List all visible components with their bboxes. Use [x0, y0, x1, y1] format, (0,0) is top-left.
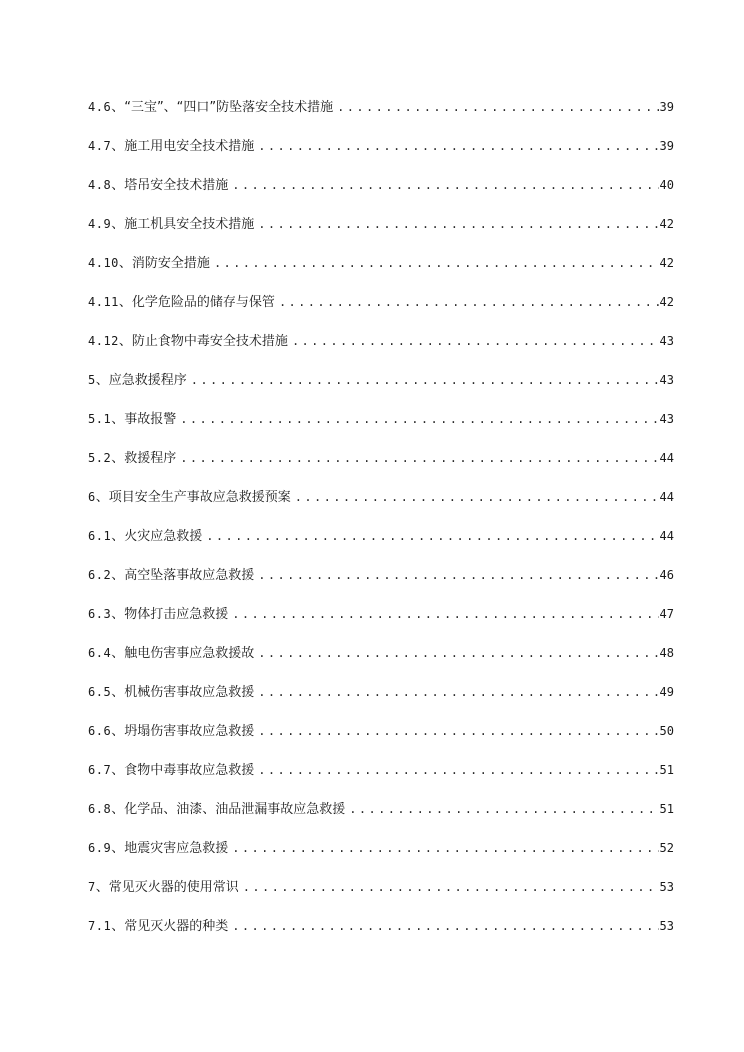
toc-dot-leader — [258, 681, 658, 703]
toc-page-number: 44 — [659, 490, 674, 504]
toc-page-number: 51 — [659, 802, 674, 816]
toc-page-number: 51 — [659, 763, 674, 777]
toc-section-title: 防止食物中毒安全技术措施 — [131, 334, 288, 349]
toc-section-number: 5 — [88, 373, 96, 387]
toc-section-number: 6 — [88, 490, 96, 504]
toc-page-number: 42 — [659, 217, 674, 231]
toc-entry[interactable] — [88, 291, 674, 330]
toc-section-title: 常见灭火器的使用常识 — [108, 880, 239, 895]
toc-entry[interactable] — [88, 213, 674, 252]
toc-section-title: “三宝”、“四口”防坠落安全技术措施 — [124, 100, 334, 115]
toc-section-number: 6.9 — [88, 841, 112, 855]
toc-dot-leader — [180, 447, 658, 469]
toc-section-number: 4.7 — [88, 139, 112, 153]
toc-section-number: 6.3 — [88, 607, 112, 621]
toc-entry[interactable] — [88, 486, 674, 525]
toc-section-title: 应急救援程序 — [108, 373, 187, 388]
toc-section-number: 6.2 — [88, 568, 112, 582]
toc-page-number: 47 — [659, 607, 674, 621]
toc-section-number: 4.9 — [88, 217, 112, 231]
toc-entry[interactable] — [88, 447, 674, 486]
toc-separator: 、 — [111, 529, 125, 544]
toc-section-title: 坍塌伤害事故应急救援 — [124, 724, 255, 739]
toc-section-title: 塔吊安全技术措施 — [124, 178, 229, 193]
toc-section-title: 物体打击应急救援 — [124, 607, 229, 622]
toc-dot-leader — [292, 330, 659, 352]
toc-dot-leader — [180, 408, 658, 430]
toc-section-title: 施工用电安全技术措施 — [124, 139, 255, 154]
toc-separator: 、 — [111, 607, 125, 622]
toc-entry[interactable] — [88, 798, 674, 837]
toc-section-title: 火灾应急救援 — [124, 529, 203, 544]
toc-entry[interactable] — [88, 915, 674, 954]
toc-dot-leader — [232, 837, 658, 859]
toc-separator: 、 — [111, 919, 125, 934]
toc-page-number: 49 — [659, 685, 674, 699]
toc-section-title: 事故报警 — [124, 412, 177, 427]
toc-section-title: 地震灾害应急救援 — [124, 841, 229, 856]
toc-page-number: 53 — [659, 880, 674, 894]
toc-section-number: 6.7 — [88, 763, 112, 777]
toc-entry[interactable] — [88, 96, 674, 135]
toc-section-title: 化学危险品的储存与保管 — [131, 295, 275, 310]
toc-dot-leader — [243, 876, 659, 898]
toc-section-number: 7 — [88, 880, 96, 894]
toc-section-number: 6.4 — [88, 646, 112, 660]
toc-dot-leader — [232, 603, 658, 625]
toc-section-title: 触电伤害事应急救援故 — [124, 646, 255, 661]
toc-section-number: 6.5 — [88, 685, 112, 699]
toc-section-number: 4.10 — [88, 256, 119, 270]
toc-separator: 、 — [111, 412, 125, 427]
toc-separator: 、 — [111, 139, 125, 154]
toc-page-number: 39 — [659, 100, 674, 114]
toc-page-number: 50 — [659, 724, 674, 738]
toc-separator: 、 — [111, 217, 125, 232]
toc-separator: 、 — [118, 334, 132, 349]
toc-dot-leader — [295, 486, 659, 508]
toc-entry[interactable] — [88, 330, 674, 369]
toc-section-number: 4.12 — [88, 334, 119, 348]
toc-section-title: 项目安全生产事故应急救援预案 — [108, 490, 291, 505]
toc-page-number: 43 — [659, 373, 674, 387]
toc-page-number: 52 — [659, 841, 674, 855]
toc-separator: 、 — [111, 763, 125, 778]
toc-section-number: 6.1 — [88, 529, 112, 543]
toc-section-title: 消防安全措施 — [131, 256, 210, 271]
toc-entry[interactable] — [88, 174, 674, 213]
toc-dot-leader — [337, 96, 658, 118]
toc-page-number: 40 — [659, 178, 674, 192]
toc-page-number: 44 — [659, 529, 674, 543]
toc-separator: 、 — [95, 373, 109, 388]
toc-section-title: 常见灭火器的种类 — [124, 919, 229, 934]
toc-section-title: 化学品、油漆、油品泄漏事故应急救援 — [124, 802, 346, 817]
toc-separator: 、 — [118, 256, 132, 271]
toc-entry[interactable] — [88, 759, 674, 798]
toc-entry[interactable] — [88, 876, 674, 915]
toc-entry[interactable] — [88, 408, 674, 447]
toc-separator: 、 — [111, 724, 125, 739]
toc-section-number: 6.8 — [88, 802, 112, 816]
toc-section-title: 食物中毒事故应急救援 — [124, 763, 255, 778]
toc-separator: 、 — [118, 295, 132, 310]
toc-dot-leader — [206, 525, 658, 547]
toc-page-number: 53 — [659, 919, 674, 933]
table-of-contents — [88, 96, 674, 954]
toc-dot-leader — [279, 291, 659, 313]
toc-entry[interactable] — [88, 252, 674, 291]
toc-section-title: 施工机具安全技术措施 — [124, 217, 255, 232]
toc-dot-leader — [258, 642, 658, 664]
toc-entry[interactable] — [88, 720, 674, 759]
toc-section-number: 4.11 — [88, 295, 119, 309]
toc-entry[interactable] — [88, 642, 674, 681]
toc-section-number: 5.2 — [88, 451, 112, 465]
toc-dot-leader — [214, 252, 659, 274]
toc-page-number: 44 — [659, 451, 674, 465]
toc-page-number: 42 — [659, 295, 674, 309]
toc-section-title: 救援程序 — [124, 451, 177, 466]
toc-section-number: 4.6 — [88, 100, 112, 114]
toc-separator: 、 — [111, 802, 125, 817]
toc-dot-leader — [232, 174, 658, 196]
toc-dot-leader — [258, 135, 658, 157]
toc-section-number: 5.1 — [88, 412, 112, 426]
toc-separator: 、 — [111, 646, 125, 661]
toc-dot-leader — [258, 564, 658, 586]
toc-separator: 、 — [95, 490, 109, 505]
toc-section-number: 6.6 — [88, 724, 112, 738]
toc-entry[interactable] — [88, 135, 674, 174]
toc-section-number: 7.1 — [88, 919, 112, 933]
toc-page-number: 48 — [659, 646, 674, 660]
toc-page-number: 42 — [659, 256, 674, 270]
toc-dot-leader — [258, 213, 658, 235]
toc-dot-leader — [232, 915, 658, 937]
toc-entry[interactable] — [88, 681, 674, 720]
toc-dot-leader — [349, 798, 658, 820]
toc-dot-leader — [258, 759, 658, 781]
toc-entry[interactable] — [88, 603, 674, 642]
toc-separator: 、 — [111, 451, 125, 466]
toc-separator: 、 — [111, 841, 125, 856]
toc-section-title: 高空坠落事故应急救援 — [124, 568, 255, 583]
toc-dot-leader — [191, 369, 659, 391]
toc-page-number: 39 — [659, 139, 674, 153]
toc-page-number: 46 — [659, 568, 674, 582]
toc-page-number: 43 — [659, 334, 674, 348]
toc-entry[interactable] — [88, 837, 674, 876]
toc-entry[interactable] — [88, 525, 674, 564]
toc-section-title: 机械伤害事故应急救援 — [124, 685, 255, 700]
toc-entry[interactable] — [88, 564, 674, 603]
toc-dot-leader — [258, 720, 658, 742]
toc-entry[interactable] — [88, 369, 674, 408]
toc-separator: 、 — [111, 685, 125, 700]
toc-separator: 、 — [111, 568, 125, 583]
toc-separator: 、 — [111, 178, 125, 193]
toc-separator: 、 — [95, 880, 109, 895]
toc-section-number: 4.8 — [88, 178, 112, 192]
toc-page-number: 43 — [659, 412, 674, 426]
toc-separator: 、 — [111, 100, 125, 115]
